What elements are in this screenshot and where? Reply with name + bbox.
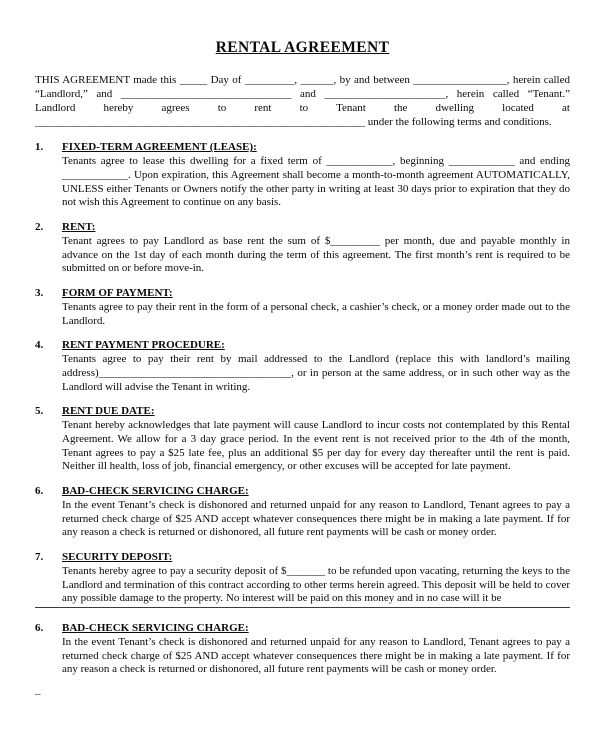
section-heading: RENT PAYMENT PROCEDURE: xyxy=(62,339,225,352)
section-body: Tenant hereby acknowledges that late payment will cause Landlord to incur costs not contemplated by this Rental Agreement. We allow for a 3 day grace period. In the event rent is not received prior to the 4th of the month, Tenant agrees to pay a $25 late fee, plus an additional $5 per day for every day thereafter until the rent is paid. Neither ill health, loss of job, financial emergency, or other excuses will be accepted for late payment. xyxy=(62,419,570,473)
section-heading: BAD-CHECK SERVICING CHARGE: xyxy=(62,485,249,498)
section-number: 7. xyxy=(35,551,44,564)
section-number: 5. xyxy=(35,405,44,418)
section-rent-due-date xyxy=(35,405,570,474)
section-rent xyxy=(35,221,570,276)
section-security-deposit xyxy=(35,551,570,606)
section-heading: RENT DUE DATE: xyxy=(62,405,155,418)
section-bad-check-servicing-charge-repeat xyxy=(35,622,570,677)
section-number: 6. xyxy=(35,622,44,635)
section-body: In the event Tenant’s check is dishonored and returned unpaid for any reason to Landlord, Tenant agrees to pay a returned check charge of $25 AND accept whatever consequences there might be in making a late payment. If for any reason a check is returned or dishonored, all future rent payments will be cash or money order. xyxy=(62,635,570,676)
intro-paragraph: THIS AGREEMENT made this _____ Day of _________, ______, by and between _________________, herein called “Landlord,” and _______________________________ and ______________________, herein called “Tenant.” Landlord hereby agrees to rent to Tenant the dwelling located at ____________________________________________________________ under the following terms and conditions. xyxy=(35,74,570,128)
section-body: In the event Tenant’s check is dishonored and returned unpaid for any reason to Landlord, Tenant agrees to pay a returned check charge of $25 AND accept whatever consequences there might be in making a late payment. If for any reason a check is returned or dishonored, all future rent payments will be cash or money order. xyxy=(62,498,570,539)
section-form-of-payment xyxy=(35,287,570,328)
section-heading: BAD-CHECK SERVICING CHARGE: xyxy=(62,622,249,635)
section-number: 2. xyxy=(35,221,44,234)
section-fixed-term-agreement xyxy=(35,141,570,210)
document-title: RENTAL AGREEMENT xyxy=(215,39,390,56)
section-heading: FORM OF PAYMENT: xyxy=(62,287,173,300)
page-break-line xyxy=(35,607,570,608)
section-bad-check-servicing-charge xyxy=(35,485,570,540)
section-body: Tenant agrees to pay Landlord as base rent the sum of $_________ per month, due and payable monthly in advance on the 1st day of each month during the term of this agreement. The first month’s rent is required to be submitted on or before move-in. xyxy=(62,234,570,275)
section-body: Tenants agree to pay their rent in the form of a personal check, a cashier’s check, or a money order made out to the Landlord. xyxy=(62,300,570,327)
section-number: 1. xyxy=(35,141,44,154)
section-heading: SECURITY DEPOSIT: xyxy=(62,551,173,564)
section-body: Tenants hereby agree to pay a security deposit of $_______ to be refunded upon vacating, returning the keys to the Landlord and termination of this contract according to other terms herein agreed. This deposit will be held to cover any possible damage to the property. No interest will be paid on this money and in no case will it be xyxy=(62,564,570,605)
section-body: Tenants agree to pay their rent by mail addressed to the Landlord (replace this with landlord’s mailing address)___________________________________, or in person at the same address, or in such other way as the Landlord will advise the Tenant in writing. xyxy=(62,353,570,393)
section-rent-payment-procedure xyxy=(35,339,570,394)
footer-dash: – xyxy=(35,688,41,701)
section-number: 4. xyxy=(35,339,44,352)
section-heading: FIXED-TERM AGREEMENT (LEASE): xyxy=(62,141,257,154)
section-heading: RENT: xyxy=(62,221,96,234)
section-number: 3. xyxy=(35,287,44,300)
section-body: Tenants agree to lease this dwelling for a fixed term of ____________, beginning ____________ and ending ____________. Upon expiration, this Agreement shall become a month-to-month agreement AUTOMATICALLY, UNLESS either Tenants or Owners notify the other party in writing at least 30 days prior to expiration that they do not wish this Agreement to continue on any basis. xyxy=(62,155,570,209)
section-number: 6. xyxy=(35,485,44,498)
